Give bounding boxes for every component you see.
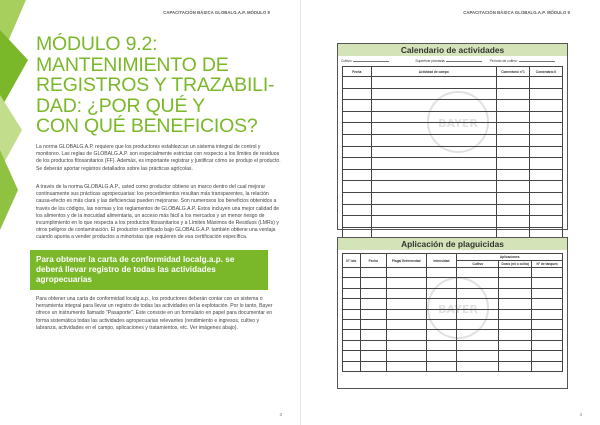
table-cell <box>457 268 499 278</box>
table-row <box>343 278 563 288</box>
table-cell <box>386 268 426 278</box>
table-cell <box>496 169 529 181</box>
table-cell <box>386 319 426 329</box>
table-row <box>343 100 563 112</box>
table-cell <box>457 299 499 309</box>
table-row <box>343 88 563 100</box>
table-cell <box>371 216 496 228</box>
table-cell <box>426 361 457 371</box>
table-cell <box>499 351 532 361</box>
table-cell <box>386 299 426 309</box>
table-cell <box>386 361 426 371</box>
table-cell <box>371 158 496 170</box>
page-number-left: 3 <box>279 412 282 417</box>
table-cell <box>360 288 386 298</box>
table-cell <box>360 361 386 371</box>
table-cell <box>529 77 562 89</box>
table-cell <box>360 330 386 340</box>
table-cell <box>529 88 562 100</box>
page-number-right: 4 <box>579 412 582 417</box>
table-row <box>343 288 563 298</box>
table-cell <box>360 351 386 361</box>
col-lote: N° lote <box>343 254 361 268</box>
table-cell <box>529 192 562 204</box>
table-cell <box>496 123 529 135</box>
module-title <box>36 34 281 137</box>
title-line: MÓDULO 9.2: <box>36 33 158 55</box>
table-row <box>343 134 563 146</box>
table-cell <box>386 309 426 319</box>
table-cell <box>426 309 457 319</box>
benefits-paragraph: A través de la norma GLOBALG.A.P., usted como productor obtiene un marco dentro del cual mejorar continuamente sus prácticas agropecuarias: los procedimientos resultan más transparentes, la relación causa-efecto es más clara y las deficiencias pueden mejorarse. Son numerosos los beneficios obtenidos a través de los códigos, las normas y los reglamentos de GLOBALG.A.P. Estos incluyen una mejor calidad de los alimentos y de la inocuidad alimentaria, un acceso más fácil a los mercados y un menor riesgo de incumplimiento en lo que respecta a los productos fitosanitarios y a Límites Máximos de Residuos (LMRs) y otros peligros de contaminación. El productor certificado bajo GLOBALG.A.P. también obtiene una ventaja cuando apunta a vender productos a minoristas que requieren de esa certificación específica. <box>36 184 280 241</box>
table-row <box>343 268 563 278</box>
col-comentario-2: Comentario II <box>529 67 562 77</box>
table-cell <box>499 278 532 288</box>
pesticide-table <box>342 253 563 372</box>
table-row <box>343 319 563 329</box>
table-cell <box>343 299 361 309</box>
table-cell <box>499 288 532 298</box>
table-cell <box>343 123 372 135</box>
table-cell <box>496 158 529 170</box>
table-cell <box>532 268 563 278</box>
table-cell <box>386 278 426 288</box>
table-cell <box>343 330 361 340</box>
table-cell <box>457 319 499 329</box>
table-cell <box>343 158 372 170</box>
table-row <box>343 77 563 89</box>
table-cell <box>343 181 372 193</box>
table-row <box>343 123 563 135</box>
table-row <box>343 181 563 193</box>
table-cell <box>343 134 372 146</box>
table-row <box>343 204 563 216</box>
table-cell <box>371 111 496 123</box>
col-plaga: Plaga/ Enfermedad <box>386 254 426 268</box>
title-line: MANTENIMIENTO DE <box>36 53 229 76</box>
title-line: REGISTROS Y TRAZABILI- <box>36 74 275 96</box>
right-header: CAPACITACIÓN BÁSICA GLOBALG.A.P. MÓDULO 9 <box>463 10 570 15</box>
table-row <box>343 146 563 158</box>
table-cell <box>343 268 361 278</box>
table-cell <box>426 330 457 340</box>
calendar-title: Calendario de actividades <box>338 44 567 56</box>
table-row <box>343 169 563 181</box>
table-header-row <box>343 67 563 77</box>
table-cell <box>426 268 457 278</box>
field-periodo: Período de cultivo: <box>490 59 564 66</box>
table-cell <box>457 361 499 371</box>
table-cell <box>457 340 499 350</box>
table-cell <box>343 309 361 319</box>
pesticide-application-form <box>337 237 568 389</box>
table-cell <box>426 351 457 361</box>
table-cell <box>343 88 372 100</box>
table-cell <box>496 192 529 204</box>
table-cell <box>496 100 529 112</box>
passport-paragraph: Para obtener una carta de conformidad localg.a.p., los productores deberán contar con un sistema o herramienta integral para llevar un registro de todas las actividades en la explotación. Por lo tanto, Bayer ofrece un instrumento llamado "Pasaporte". Este consiste en un formulario en papel para documentar en forma sistemática todas las actividades agropecuarias relevantes (rendimiento e ingresos, cultivo y labranza, actividades en el campo, aplicaciones y tratamientos, etc. Ver imágenes abajo). <box>36 296 273 331</box>
table-cell <box>343 100 372 112</box>
col-dosis: Dosis (ml o cc/ha) <box>499 261 532 268</box>
table-cell <box>343 111 372 123</box>
table-cell <box>499 361 532 371</box>
table-cell <box>343 319 361 329</box>
table-cell <box>532 278 563 288</box>
table-cell <box>371 100 496 112</box>
table-cell <box>343 169 372 181</box>
table-cell <box>457 309 499 319</box>
table-cell <box>386 288 426 298</box>
table-cell <box>371 169 496 181</box>
table-cell <box>529 100 562 112</box>
table-cell <box>457 278 499 288</box>
table-cell <box>529 216 562 228</box>
table-cell <box>343 77 372 89</box>
table-cell <box>529 146 562 158</box>
table-cell <box>457 288 499 298</box>
table-cell <box>499 309 532 319</box>
table-cell <box>457 330 499 340</box>
table-cell <box>426 340 457 350</box>
table-cell <box>532 299 563 309</box>
table-cell <box>343 192 372 204</box>
table-cell <box>426 288 457 298</box>
table-cell <box>496 111 529 123</box>
table-row <box>343 158 563 170</box>
title-line: DAD: ¿POR QUÉ Y <box>36 94 205 117</box>
table-cell <box>499 319 532 329</box>
table-cell <box>343 216 372 228</box>
table-cell <box>499 340 532 350</box>
field-cultivo: Cultivo: <box>341 59 415 66</box>
pesticide-title: Aplicación de plaguicidas <box>338 238 567 250</box>
table-row <box>343 111 563 123</box>
left-header: CAPACITACIÓN BÁSICA GLOBALG.A.P. MÓDULO 9 <box>163 10 270 15</box>
table-cell <box>371 204 496 216</box>
table-cell <box>386 330 426 340</box>
table-cell <box>343 361 361 371</box>
table-cell <box>532 361 563 371</box>
table-cell <box>371 123 496 135</box>
table-cell <box>371 181 496 193</box>
table-cell <box>371 77 496 89</box>
col-intensidad: Intensidad <box>426 254 457 268</box>
col-fecha: Fecha <box>360 254 386 268</box>
table-row <box>343 330 563 340</box>
table-cell <box>499 299 532 309</box>
table-cell <box>371 134 496 146</box>
table-row <box>343 351 563 361</box>
title-line: CON QUÉ BENEFICIOS? <box>36 115 258 137</box>
table-cell <box>343 204 372 216</box>
green-triangle-decoration <box>0 0 30 260</box>
table-cell <box>343 351 361 361</box>
callout-box: Para obtener la carta de conformidad localg.a.p. se deberá llevar registro de todas las actividades agropecuarias <box>30 250 268 290</box>
table-cell <box>532 288 563 298</box>
table-cell <box>371 88 496 100</box>
col-fecha: Fecha <box>343 67 372 77</box>
field-superficie: Superficie plantada: <box>415 59 489 66</box>
calendar-fields <box>338 56 567 66</box>
table-row <box>343 340 563 350</box>
table-cell <box>360 299 386 309</box>
intro-paragraph: La norma GLOBALG.A.P. requiere que los productores establezcan un sistema integral de control y monitoreo. Las reglas de GLOBALG.A.P. son especialmente estrictas con respecto a los límites de residuos de los productos fitosanitarios (FF). Además, es importante registrar y justificar cómo se produjo el producto. Se deberán aportar registros detallados sobre las prácticas agrícolas. <box>36 144 281 172</box>
table-row <box>343 216 563 228</box>
table-cell <box>496 181 529 193</box>
table-cell <box>426 299 457 309</box>
table-cell <box>496 77 529 89</box>
table-row <box>343 299 563 309</box>
table-cell <box>371 146 496 158</box>
table-cell <box>496 216 529 228</box>
table-cell <box>426 319 457 329</box>
table-cell <box>529 181 562 193</box>
table-row <box>343 192 563 204</box>
table-cell <box>386 351 426 361</box>
table-cell <box>496 134 529 146</box>
col-aplicaciones: Aplicaciones <box>457 254 563 261</box>
table-cell <box>532 351 563 361</box>
table-cell <box>496 146 529 158</box>
table-cell <box>496 88 529 100</box>
table-cell <box>529 169 562 181</box>
table-cell <box>343 146 372 158</box>
table-cell <box>360 309 386 319</box>
table-cell <box>371 192 496 204</box>
col-comentario-1: Comentario n°1 <box>496 67 529 77</box>
table-cell <box>343 340 361 350</box>
table-cell <box>529 158 562 170</box>
table-cell <box>360 268 386 278</box>
table-cell <box>360 340 386 350</box>
col-cultivo: Cultivo <box>457 261 499 268</box>
table-cell <box>529 111 562 123</box>
table-cell <box>499 330 532 340</box>
table-cell <box>532 319 563 329</box>
right-page <box>300 0 600 425</box>
table-cell <box>532 309 563 319</box>
table-cell <box>496 204 529 216</box>
table-cell <box>499 268 532 278</box>
table-cell <box>360 278 386 288</box>
table-cell <box>360 319 386 329</box>
table-cell <box>343 288 361 298</box>
table-header-row <box>343 254 563 261</box>
table-row <box>343 361 563 371</box>
col-tanques: N° de tanques <box>532 261 563 268</box>
table-cell <box>457 351 499 361</box>
table-cell <box>426 278 457 288</box>
col-actividad: Actividad de campo <box>371 67 496 77</box>
table-row <box>343 309 563 319</box>
table-cell <box>529 134 562 146</box>
table-cell <box>529 204 562 216</box>
table-cell <box>532 340 563 350</box>
table-cell <box>343 278 361 288</box>
table-cell <box>529 123 562 135</box>
activity-calendar-form <box>337 43 568 230</box>
table-cell <box>386 340 426 350</box>
table-cell <box>532 330 563 340</box>
